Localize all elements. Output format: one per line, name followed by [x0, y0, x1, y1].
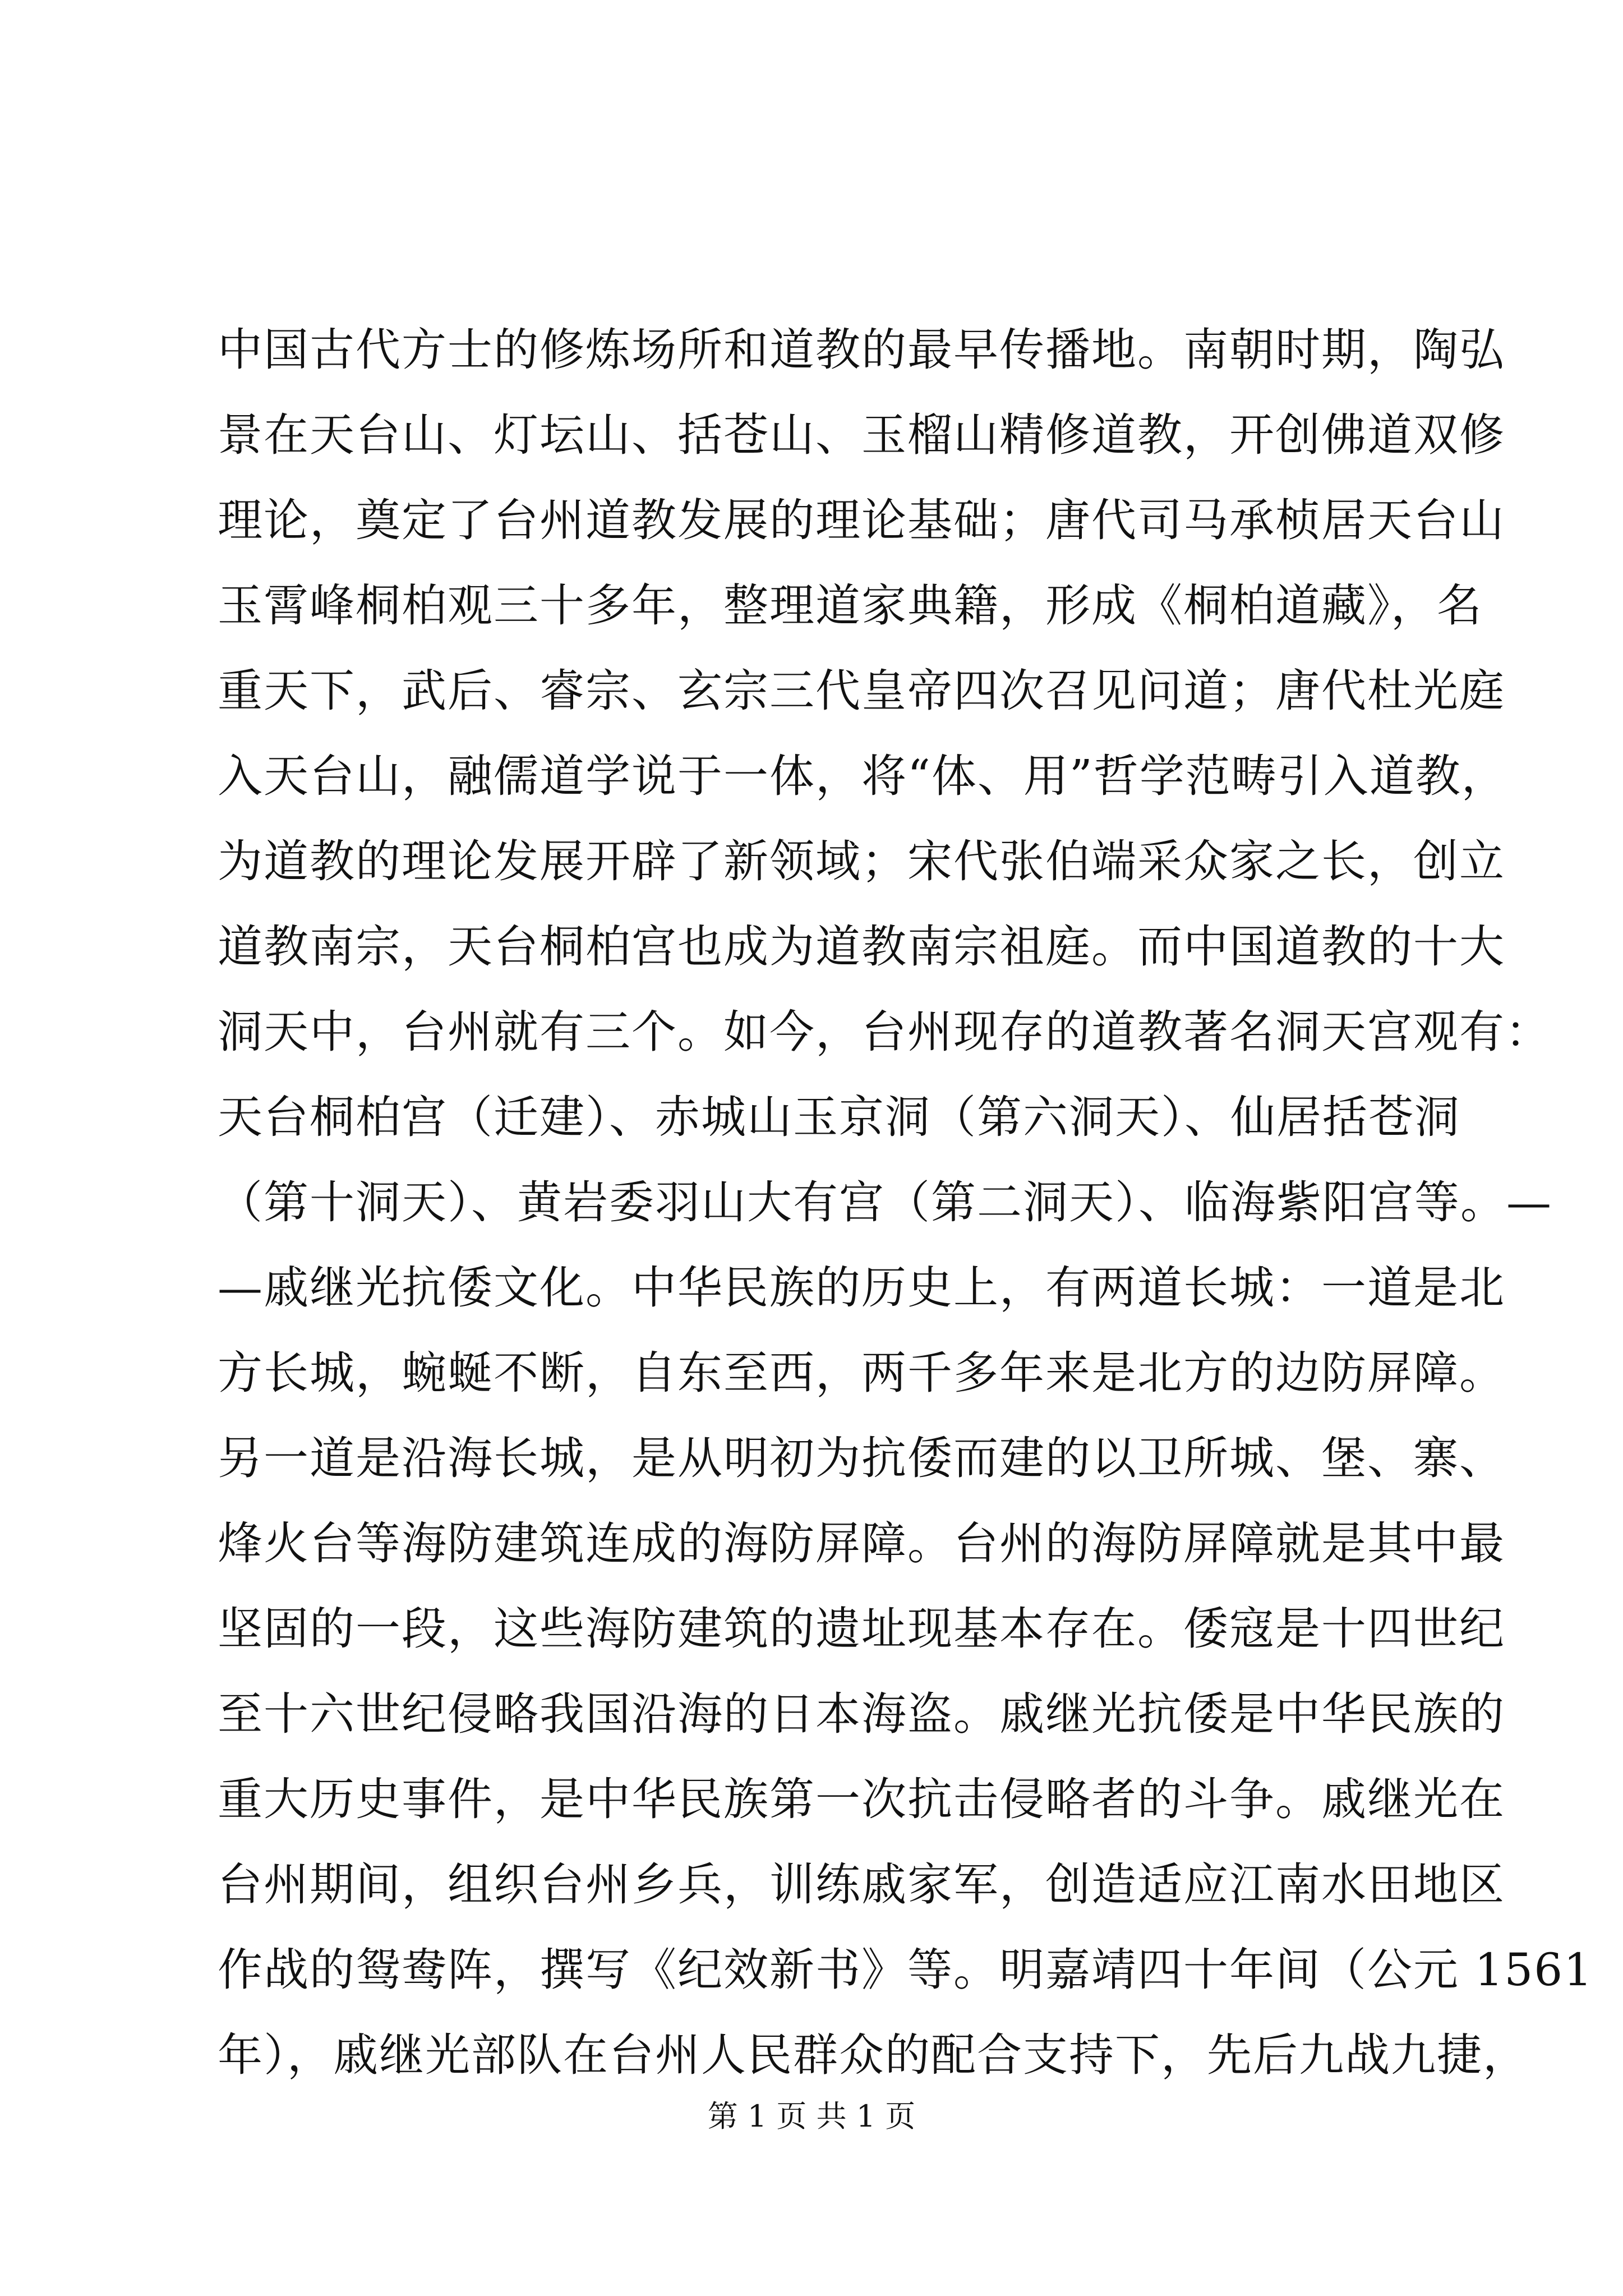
- text-line: 天台桐柏宫（迁建）、赤城山玉京洞（第六洞天）、仙居括苍洞: [218, 1091, 1460, 1143]
- text-line: 另一道是沿海长城，是从明初为抗倭而建的以卫所城、堡、寨、: [218, 1432, 1505, 1484]
- page-footer: [0, 2094, 1623, 2139]
- text-line: 重天下，武后、睿宗、玄宗三代皇帝四次召见问道；唐代杜光庭: [218, 665, 1505, 717]
- text-line: 方长城，蜿蜒不断，自东至西，两千多年来是北方的边防屏障。: [218, 1347, 1505, 1399]
- text-line: 洞天中，台州就有三个。如今，台州现存的道教著名洞天宫观有：: [218, 1006, 1551, 1058]
- text-line: 台州期间，组织台州乡兵，训练戚家军，创造适应江南水田地区: [218, 1858, 1505, 1911]
- text-line: （第十洞天）、黄岩委羽山大有宫（第二洞天）、临海紫阳宫等。—: [218, 1176, 1552, 1228]
- text-line: 景在天台山、灯坛山、括苍山、玉榴山精修道教，开创佛道双修: [218, 409, 1505, 461]
- text-line: 为道教的理论发展开辟了新领域；宋代张伯端采众家之长，创立: [218, 835, 1505, 887]
- text-line: —戚继光抗倭文化。中华民族的历史上，有两道长城：一道是北: [218, 1262, 1505, 1314]
- text-line: 中国古代方士的修炼场所和道教的最早传播地。南朝时期，陶弘: [218, 324, 1505, 376]
- text-line: 作战的鸳鸯阵，撰写《纪效新书》等。明嘉靖四十年间（公元 1561: [218, 1944, 1594, 1996]
- body-text: [218, 307, 1594, 2098]
- page-number: 第 1 页 共 1 页: [707, 2099, 916, 2134]
- text-line: 年），戚继光部队在台州人民群众的配合支持下，先后九战九捷，: [218, 2029, 1529, 2081]
- text-line: 道教南宗，天台桐柏宫也成为道教南宗祖庭。而中国道教的十大: [218, 921, 1505, 973]
- text-line: 入天台山，融儒道学说于一体，将“体、用”哲学范畴引入道教，: [218, 750, 1507, 802]
- text-line: 重大历史事件，是中华民族第一次抗击侵略者的斗争。戚继光在: [218, 1773, 1505, 1825]
- text-line: 理论，奠定了台州道教发展的理论基础；唐代司马承桢居天台山: [218, 494, 1505, 546]
- text-line: 坚固的一段，这些海防建筑的遗址现基本存在。倭寇是十四世纪: [218, 1603, 1505, 1655]
- text-line: 玉霄峰桐柏观三十多年，整理道家典籍，形成《桐柏道藏》，名: [218, 579, 1483, 632]
- text-line: 至十六世纪侵略我国沿海的日本海盗。戚继光抗倭是中华民族的: [218, 1688, 1505, 1740]
- text-line: 烽火台等海防建筑连成的海防屏障。台州的海防屏障就是其中最: [218, 1517, 1505, 1570]
